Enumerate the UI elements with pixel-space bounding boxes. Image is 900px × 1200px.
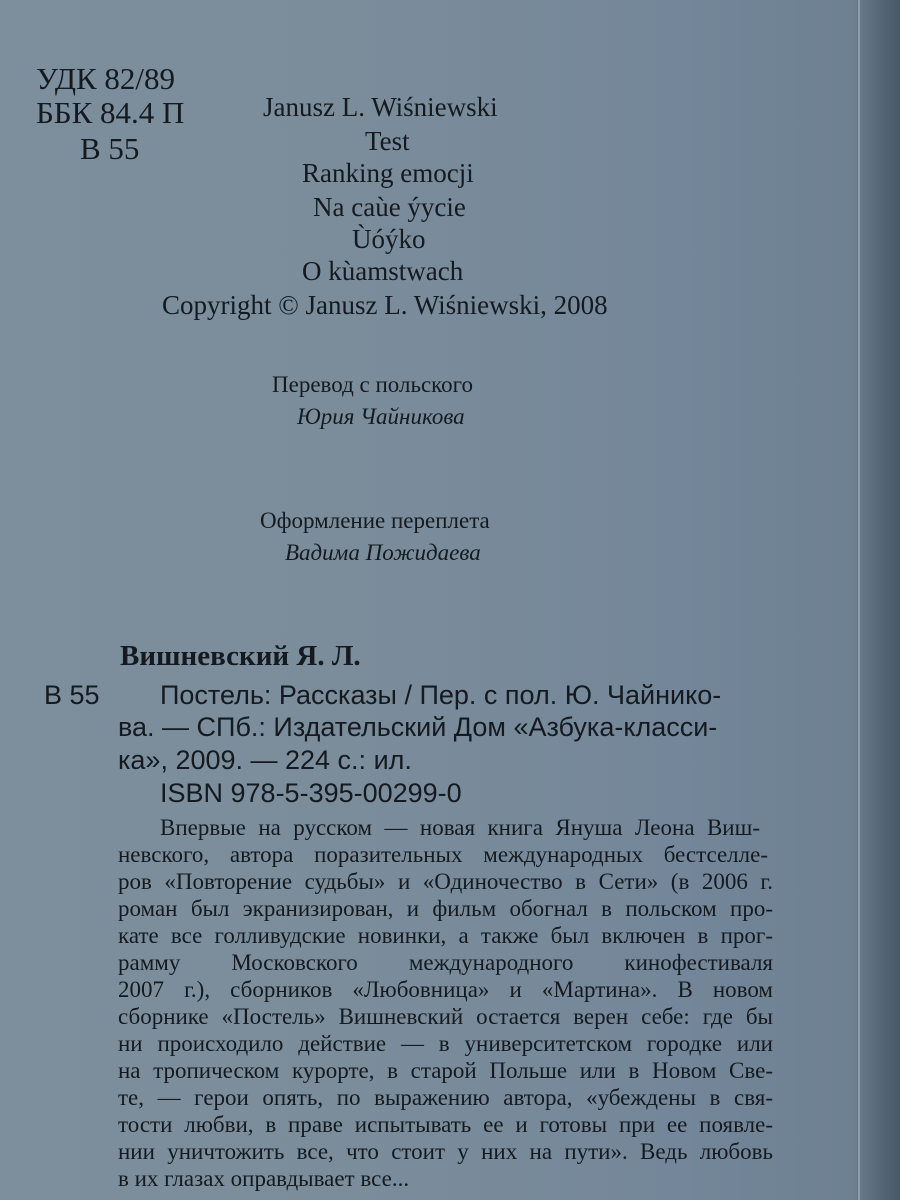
original-title-5: O kùamstwach <box>302 256 464 286</box>
original-title-4: Ùóýko <box>352 224 426 254</box>
annotation-line: рамму Московского международного кинофестиваля <box>118 950 773 975</box>
copyright-line: Copyright © Janusz L. Wiśniewski, 2008 <box>162 290 608 320</box>
page-shadow <box>852 0 900 1200</box>
annotation-line: ни происходило действие — в университетском городке или <box>118 1031 773 1056</box>
annotation-line: невского, автора поразительных международных бестселле- <box>118 842 768 867</box>
annotation-line: 2007 г.), сборников «Любовница» и «Мартина». В новом <box>118 977 773 1002</box>
original-title-3: Na caùe ýycie <box>313 192 466 222</box>
annotation-line: нии уничтожить все, что стоит у них на пути». Ведь любовь <box>118 1139 773 1164</box>
annotation-line: сборнике «Постель» Вишневский остается верен себе: где бы <box>118 1004 773 1029</box>
annotation-line: на тропическом курорте, в старой Польше или в Новом Све- <box>118 1058 773 1083</box>
original-title-1: Test <box>365 126 410 156</box>
author-mark-code: В 55 <box>80 131 140 166</box>
cover-designer-name: Вадима Пожидаева <box>285 540 481 565</box>
annotation-line: тости любви, в праве испытывать ее и готовы при ее появле- <box>118 1112 773 1137</box>
original-title-2: Ranking emocji <box>302 158 474 188</box>
original-author: Janusz L. Wiśniewski <box>263 92 498 122</box>
entry-line-2: ва. — СПб.: Издательский Дом «Азбука-класси- <box>118 712 718 742</box>
bbk-code: ББК 84.4 П <box>36 95 185 130</box>
isbn: ISBN 978-5-395-00299-0 <box>160 778 462 808</box>
annotation-line: роман был экранизирован, и фильм обогнал в польском про- <box>118 896 773 921</box>
annotation-line: Впервые на русском — новая книга Януша Леона Виш- <box>160 815 760 840</box>
translation-label: Перевод с польского <box>272 372 474 397</box>
entry-line-1: Постель: Рассказы / Пер. с пол. Ю. Чайнико- <box>160 680 722 710</box>
annotation-line: ров «Повторение судьбы» и «Одиночество в Сети» (в 2006 г. <box>118 869 773 894</box>
annotation-line: те, — герои опять, по выражению автора, «убеждены в свя- <box>118 1085 773 1110</box>
udk-code: УДК 82/89 <box>36 61 176 96</box>
annotation-line: в их глазах оправдывает все... <box>118 1166 410 1191</box>
cover-design-label: Оформление переплета <box>260 508 490 533</box>
annotation-line: кате все голливудские новинки, а также был включен в прог- <box>118 923 773 948</box>
entry-line-3: ка», 2009. — 224 с.: ил. <box>118 745 412 775</box>
entry-author-heading: Вишневский Я. Л. <box>120 640 361 672</box>
entry-code: В 55 <box>44 680 100 710</box>
translator-name: Юрия Чайникова <box>297 404 465 429</box>
